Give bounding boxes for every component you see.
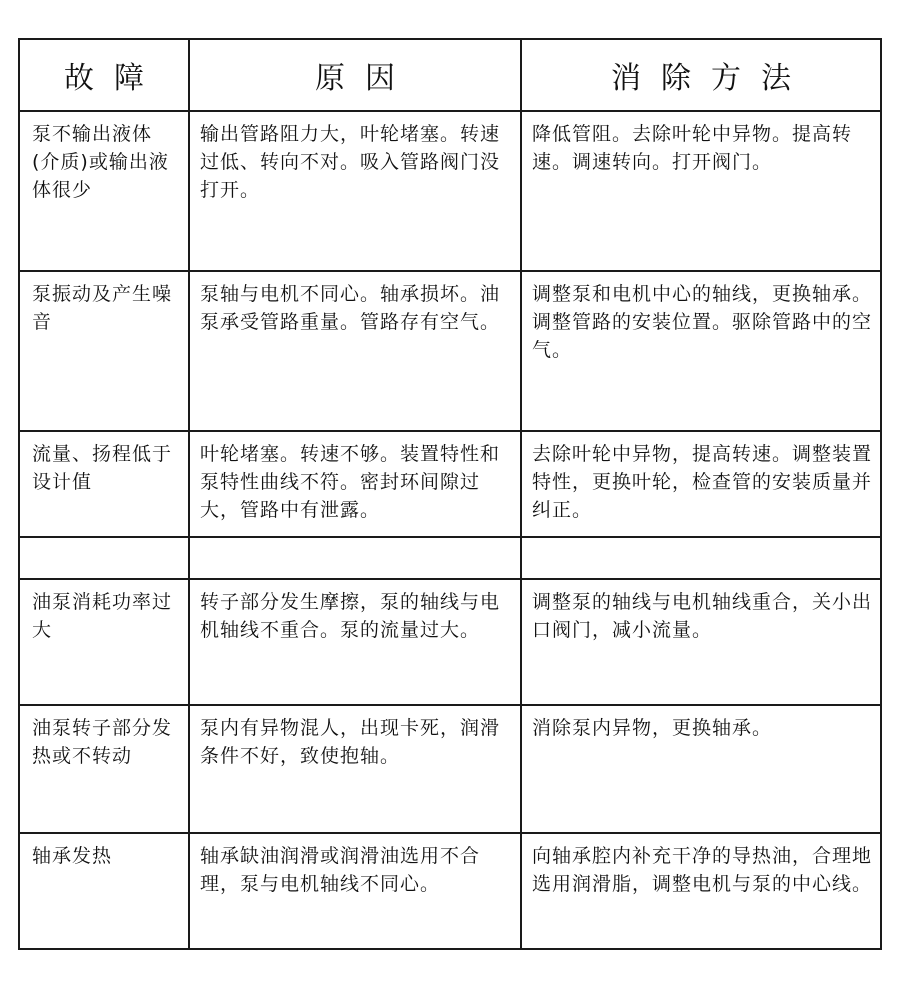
table-row-empty <box>19 537 881 579</box>
empty-cell <box>189 537 521 579</box>
empty-cell <box>521 537 881 579</box>
fault-cell: 轴承发热 <box>19 833 189 949</box>
fault-cell: 流量、扬程低于设计值 <box>19 431 189 537</box>
remedy-cell: 去除叶轮中异物，提高转速。调整装置特性，更换叶轮，检查管的安装质量并纠正。 <box>521 431 881 537</box>
cause-cell: 转子部分发生摩擦，泵的轴线与电机轴线不重合。泵的流量过大。 <box>189 579 521 705</box>
fault-cell: 泵振动及产生噪音 <box>19 271 189 431</box>
table-row <box>19 705 881 833</box>
table-row <box>19 431 881 537</box>
table-row <box>19 833 881 949</box>
cause-cell: 泵轴与电机不同心。轴承损坏。油泵承受管路重量。管路存有空气。 <box>189 271 521 431</box>
fault-cell: 油泵转子部分发热或不转动 <box>19 705 189 833</box>
cause-cell: 泵内有异物混人，出现卡死，润滑条件不好，致使抱轴。 <box>189 705 521 833</box>
table-row <box>19 271 881 431</box>
header-fault: 故障 <box>19 39 189 111</box>
header-cause: 原因 <box>189 39 521 111</box>
cause-cell: 轴承缺油润滑或润滑油选用不合理，泵与电机轴线不同心。 <box>189 833 521 949</box>
remedy-cell: 调整泵的轴线与电机轴线重合，关小出口阀门，减小流量。 <box>521 579 881 705</box>
cause-cell: 叶轮堵塞。转速不够。装置特性和泵特性曲线不符。密封环间隙过大，管路中有泄露。 <box>189 431 521 537</box>
remedy-cell: 向轴承腔内补充干净的导热油，合理地选用润滑脂，调整电机与泵的中心线。 <box>521 833 881 949</box>
table-header-row <box>19 39 881 111</box>
table-row <box>19 111 881 271</box>
cause-cell: 输出管路阻力大，叶轮堵塞。转速过低、转向不对。吸入管路阀门没打开。 <box>189 111 521 271</box>
remedy-cell: 消除泵内异物，更换轴承。 <box>521 705 881 833</box>
remedy-cell: 调整泵和电机中心的轴线，更换轴承。调整管路的安装位置。驱除管路中的空气。 <box>521 271 881 431</box>
fault-cell: 泵不输出液体(介质)或输出液体很少 <box>19 111 189 271</box>
troubleshooting-table <box>18 38 882 950</box>
remedy-cell: 降低管阻。去除叶轮中异物。提高转速。调速转向。打开阀门。 <box>521 111 881 271</box>
table-row <box>19 579 881 705</box>
header-remedy: 消除方法 <box>521 39 881 111</box>
fault-cell: 油泵消耗功率过大 <box>19 579 189 705</box>
empty-cell <box>19 537 189 579</box>
